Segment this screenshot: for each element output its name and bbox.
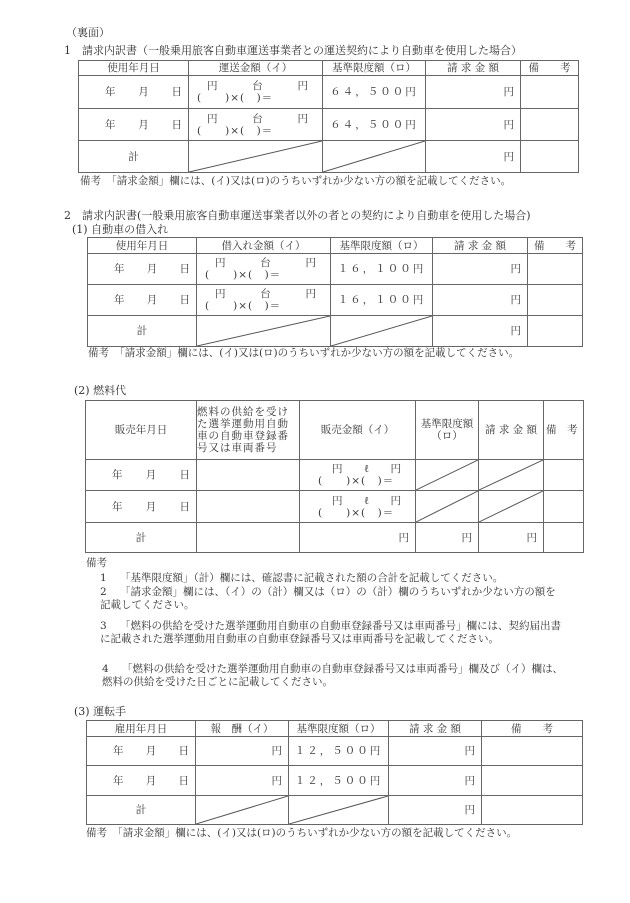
sales-amount-field[interactable]: 円 ℓ 円 ( )×( )＝ — [300, 460, 416, 491]
remarks-field[interactable] — [521, 141, 579, 173]
table-row — [86, 460, 584, 491]
pay-field[interactable]: 円 — [196, 737, 289, 766]
table-row — [79, 109, 579, 141]
total-limit-field[interactable]: 円 — [416, 523, 479, 553]
header-claim: 請 求 金 額 — [426, 61, 521, 76]
header-remarks: 備 考 — [544, 401, 584, 460]
date-field[interactable]: 年 月 日 — [87, 766, 196, 796]
vehicle-rental-table — [87, 237, 583, 347]
limit-value: ６４，５００円 — [323, 76, 426, 109]
rental-amount-field[interactable]: 円 台 円 ( )×( )＝ — [197, 254, 331, 285]
section1-title: 1 請求内訳書（一般乗用旅客自動車運送事業者との運送契約により自動車を使用した場合） — [64, 44, 522, 57]
header-pay: 報 酬（イ） — [196, 721, 289, 737]
claim-field[interactable]: 円 — [389, 766, 482, 796]
remarks-field[interactable] — [521, 76, 579, 109]
total-claim-field[interactable]: 円 — [479, 523, 544, 553]
claim-field[interactable]: 円 — [433, 254, 528, 285]
rental-amount-field[interactable]: 円 台 円 ( )×( )＝ — [197, 285, 331, 316]
header-limit: 基準限度額（ロ） — [331, 238, 433, 254]
header-limit: 基準限度額（ロ） — [323, 61, 426, 76]
diagonal-cell — [289, 796, 389, 825]
sub2-note-3: 3 「燃料の供給を受けた選挙運動用自動車の自動車登録番号又は車両番号」欄には、契約届出書に記載された選挙運動用自動車の自動車登録番号又は車両番号を記載してください。 — [100, 620, 562, 645]
remarks-field[interactable] — [528, 316, 583, 347]
diagonal-cell — [416, 491, 479, 523]
section2-title: 2 請求内訳書(一般乗用旅客自動車運送事業者以外の者との契約により自動車を使用した場合) — [64, 209, 531, 222]
remarks-field[interactable] — [528, 254, 583, 285]
claim-field[interactable]: 円 — [389, 737, 482, 766]
diagonal-cell — [189, 141, 323, 173]
total-claim-field[interactable]: 円 — [426, 141, 521, 173]
diagonal-cell — [479, 491, 544, 523]
table-row — [86, 491, 584, 523]
table-row — [87, 737, 583, 766]
header-use-date: 使用年月日 — [79, 61, 189, 76]
total-row — [79, 141, 579, 173]
sales-amount-field[interactable]: 円 ℓ 円 ( )×( )＝ — [300, 491, 416, 523]
claim-field[interactable]: 円 — [426, 76, 521, 109]
section1-note: 備考 「請求金額」欄には、(イ)又は(ロ)のうちいずれか少ない方の額を記載してください。 — [80, 175, 512, 187]
header-claim: 請 求 金 額 — [389, 721, 482, 737]
sub2-title: (2) 燃料代 — [74, 384, 127, 397]
total-row — [86, 523, 584, 553]
diagonal-cell — [416, 460, 479, 491]
sub3-title: (3) 運転手 — [74, 705, 127, 718]
total-claim-field[interactable]: 円 — [389, 796, 482, 825]
section1-table — [78, 60, 579, 173]
total-row — [88, 316, 583, 347]
limit-value: ６４，５００円 — [323, 109, 426, 141]
remarks-field[interactable] — [544, 523, 584, 553]
claim-field[interactable]: 円 — [433, 285, 528, 316]
remarks-field[interactable] — [482, 766, 583, 796]
header-limit: 基準限度額 （ロ） — [416, 401, 479, 460]
driver-table — [86, 720, 583, 825]
header-remarks: 備 考 — [528, 238, 583, 254]
header-sale-date: 販売年月日 — [86, 401, 197, 460]
sub3-note: 備考 「請求金額」欄には、(イ)又は(ロ)のうちいずれか少ない方の額を記載してください。 — [86, 827, 518, 839]
diagonal-cell — [323, 141, 426, 173]
remarks-field[interactable] — [528, 285, 583, 316]
diagonal-cell — [197, 316, 331, 347]
sub2-note-4: 4 「燃料の供給を受けた選挙運動用自動車の自動車登録番号又は車両番号」欄及び（イ）欄は、燃料の供給を受けた日ごとに記載してください。 — [102, 663, 564, 688]
date-field[interactable]: 年 月 日 — [79, 76, 189, 109]
sub1-note: 備考 「請求金額」欄には、(イ)又は(ロ)のうちいずれか少ない方の額を記載してください。 — [88, 347, 520, 359]
table-row — [87, 766, 583, 796]
transport-amount-field[interactable]: 円 台 円 ( )×( )＝ — [189, 76, 323, 109]
total-label: 計 — [86, 523, 197, 553]
total-label: 計 — [87, 796, 196, 825]
vehicle-number-field[interactable] — [197, 460, 300, 491]
diagonal-cell — [331, 316, 433, 347]
header-limit: 基準限度額（ロ） — [289, 721, 389, 737]
pay-field[interactable]: 円 — [196, 766, 289, 796]
total-vehicle-cell — [197, 523, 300, 553]
remarks-field[interactable] — [521, 109, 579, 141]
fuel-table — [85, 400, 584, 553]
header-vehicle-number: 燃料の供給を受けた選挙運動用自動車の自動車登録番号又は車両番号 — [197, 401, 300, 460]
total-claim-field[interactable]: 円 — [433, 316, 528, 347]
table-row — [79, 76, 579, 109]
header-sales-amount: 販売金額（イ） — [300, 401, 416, 460]
table-row — [88, 254, 583, 285]
limit-value: １２，５００円 — [289, 737, 389, 766]
remarks-field[interactable] — [482, 737, 583, 766]
total-label: 計 — [88, 316, 197, 347]
diagonal-cell — [479, 460, 544, 491]
date-field[interactable]: 年 月 日 — [88, 285, 197, 316]
date-field[interactable]: 年 月 日 — [86, 460, 197, 491]
limit-value: １６，１００円 — [331, 285, 433, 316]
header-use-date: 使用年月日 — [88, 238, 197, 254]
vehicle-number-field[interactable] — [197, 491, 300, 523]
total-row — [87, 796, 583, 825]
date-field[interactable]: 年 月 日 — [88, 254, 197, 285]
limit-value: １２，５００円 — [289, 766, 389, 796]
header-transport-amount: 運送金額（イ） — [189, 61, 323, 76]
page-label: （裏面） — [66, 26, 110, 39]
remarks-field[interactable] — [482, 796, 583, 825]
sub2-note-2: 2 「請求金額」欄には、（イ）の（計）欄又は（ロ）の（計）欄のうちいずれか少ない方の額を記載してください。 — [100, 586, 556, 611]
transport-amount-field[interactable]: 円 台 円 ( )×( )＝ — [189, 109, 323, 141]
header-claim: 請 求 金 額 — [433, 238, 528, 254]
header-rental-amount: 借入れ金額（イ） — [197, 238, 331, 254]
date-field[interactable]: 年 月 日 — [79, 109, 189, 141]
header-remarks: 備 考 — [521, 61, 579, 76]
header-claim: 請 求 金 額 — [479, 401, 544, 460]
sub2-notes-title: 備考 — [86, 557, 107, 569]
date-field[interactable]: 年 月 日 — [87, 737, 196, 766]
limit-value: １６，１００円 — [331, 254, 433, 285]
sub1-title: (1) 自動車の借入れ — [72, 223, 169, 236]
remarks-field[interactable] — [544, 491, 584, 523]
total-label: 計 — [79, 141, 189, 173]
total-sales-field[interactable]: 円 — [300, 523, 416, 553]
date-field[interactable]: 年 月 日 — [86, 491, 197, 523]
table-row — [88, 285, 583, 316]
claim-field[interactable]: 円 — [426, 109, 521, 141]
header-employ-date: 雇用年月日 — [87, 721, 196, 737]
remarks-field[interactable] — [544, 460, 584, 491]
sub2-note-1: 1 「基準限度額」（計）欄には、確認書に記載された額の合計を記載してください。 — [100, 572, 504, 584]
diagonal-cell — [196, 796, 289, 825]
header-remarks: 備 考 — [482, 721, 583, 737]
